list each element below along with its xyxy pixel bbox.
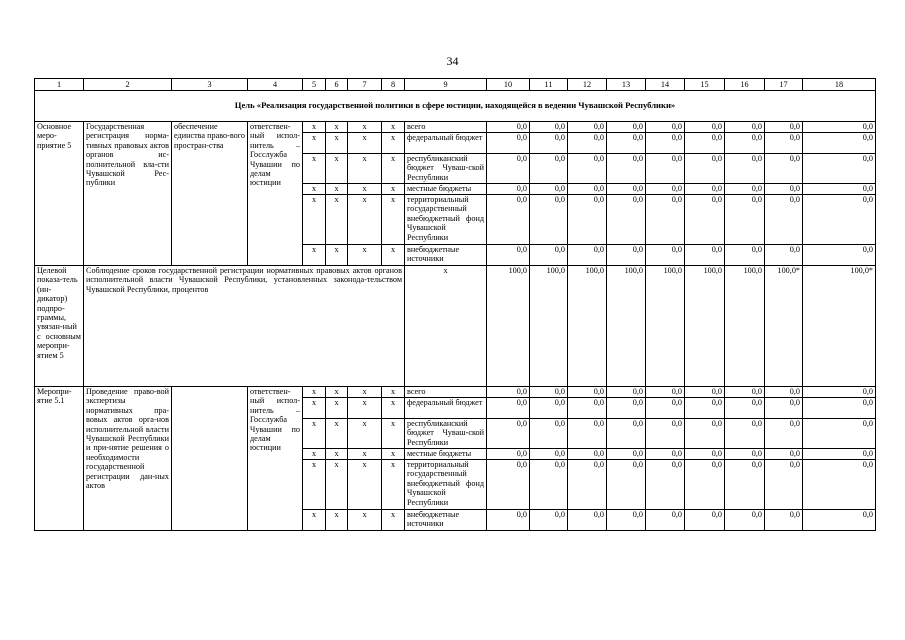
funding-value: 0,0	[803, 133, 876, 154]
funding-value: 0,0	[803, 510, 876, 531]
goal-row	[35, 91, 876, 122]
funding-value: 0,0	[765, 510, 803, 531]
budget-code-cell: x	[326, 398, 348, 419]
indicator-value: 100,0	[725, 266, 765, 387]
budget-code-cell: x	[382, 419, 405, 449]
indicator-value: 100,0	[487, 266, 530, 387]
budget-code-cell: x	[303, 122, 326, 133]
funding-value: 0,0	[803, 154, 876, 184]
budget-code-cell: x	[348, 449, 382, 460]
funding-source: всего	[405, 122, 487, 133]
funding-value: 0,0	[725, 133, 765, 154]
funding-value: 0,0	[646, 460, 685, 510]
funding-value: 0,0	[803, 184, 876, 195]
column-number: 3	[172, 79, 248, 91]
budget-code-cell: x	[382, 460, 405, 510]
funding-value: 0,0	[487, 154, 530, 184]
event-executor: ответствен-ный испол-нитель – Госслужба Чувашии по делам юстиции	[248, 122, 303, 266]
funding-value: 0,0	[646, 154, 685, 184]
funding-source: территориальный государственный внебюджетный фонд Чувашской Республики	[405, 195, 487, 245]
funding-value: 0,0	[487, 133, 530, 154]
page-number: 34	[446, 54, 459, 68]
budget-code-cell: x	[326, 195, 348, 245]
budget-code-cell: x	[382, 398, 405, 419]
budget-code-cell: x	[326, 154, 348, 184]
funding-value: 0,0	[530, 510, 568, 531]
funding-value: 0,0	[487, 449, 530, 460]
funding-value: 0,0	[530, 398, 568, 419]
funding-value: 0,0	[765, 245, 803, 266]
funding-value: 0,0	[568, 154, 607, 184]
budget-code-cell: x	[382, 122, 405, 133]
funding-value: 0,0	[568, 133, 607, 154]
funding-value: 0,0	[685, 510, 725, 531]
budget-code-cell: x	[382, 154, 405, 184]
funding-value: 0,0	[646, 184, 685, 195]
funding-source: местные бюджеты	[405, 449, 487, 460]
funding-value: 0,0	[685, 387, 725, 398]
indicator-source: x	[405, 266, 487, 387]
funding-value: 0,0	[646, 419, 685, 449]
funding-value: 0,0	[685, 419, 725, 449]
funding-value: 0,0	[530, 154, 568, 184]
funding-value: 0,0	[803, 122, 876, 133]
funding-value: 0,0	[803, 460, 876, 510]
funding-value: 0,0	[530, 184, 568, 195]
funding-value: 0,0	[487, 195, 530, 245]
funding-value: 0,0	[530, 245, 568, 266]
funding-row	[35, 387, 876, 398]
budget-code-cell: x	[382, 387, 405, 398]
column-number: 12	[568, 79, 607, 91]
funding-value: 0,0	[646, 195, 685, 245]
funding-value: 0,0	[568, 195, 607, 245]
funding-value: 0,0	[803, 387, 876, 398]
funding-value: 0,0	[607, 419, 646, 449]
funding-source: местные бюджеты	[405, 184, 487, 195]
funding-source: территориальный государственный внебюджетный фонд Чувашской Республики	[405, 460, 487, 510]
funding-value: 0,0	[607, 245, 646, 266]
budget-code-cell: x	[303, 184, 326, 195]
event-status: Основное меро-приятие 5	[35, 122, 84, 266]
budget-code-cell: x	[382, 510, 405, 531]
program-budget-table	[34, 78, 876, 531]
funding-value: 0,0	[530, 387, 568, 398]
funding-value: 0,0	[685, 460, 725, 510]
budget-code-cell: x	[326, 245, 348, 266]
indicator-value: 100,0	[568, 266, 607, 387]
funding-source: федеральный бюджет	[405, 398, 487, 419]
funding-value: 0,0	[646, 449, 685, 460]
funding-source: республиканский бюджет Чуваш-ской Республики	[405, 419, 487, 449]
funding-value: 0,0	[530, 122, 568, 133]
funding-value: 0,0	[803, 245, 876, 266]
main-event-section	[35, 122, 876, 266]
column-number: 7	[348, 79, 382, 91]
funding-value: 0,0	[685, 245, 725, 266]
funding-value: 0,0	[765, 398, 803, 419]
funding-value: 0,0	[487, 122, 530, 133]
budget-code-cell: x	[303, 245, 326, 266]
funding-row	[35, 122, 876, 133]
budget-code-cell: x	[348, 122, 382, 133]
funding-value: 0,0	[607, 122, 646, 133]
funding-value: 0,0	[685, 449, 725, 460]
budget-code-cell: x	[303, 510, 326, 531]
budget-code-cell: x	[382, 184, 405, 195]
funding-source: внебюджетные источники	[405, 245, 487, 266]
funding-value: 0,0	[725, 195, 765, 245]
funding-value: 0,0	[607, 398, 646, 419]
budget-code-cell: x	[348, 398, 382, 419]
funding-value: 0,0	[646, 245, 685, 266]
funding-value: 0,0	[568, 184, 607, 195]
funding-value: 0,0	[646, 387, 685, 398]
budget-code-cell: x	[348, 184, 382, 195]
budget-code-cell: x	[326, 460, 348, 510]
funding-value: 0,0	[530, 419, 568, 449]
indicator-value: 100,0*	[765, 266, 803, 387]
budget-code-cell: x	[326, 419, 348, 449]
column-numbers-row	[35, 79, 876, 91]
budget-code-cell: x	[326, 387, 348, 398]
funding-value: 0,0	[487, 460, 530, 510]
funding-value: 0,0	[530, 460, 568, 510]
funding-value: 0,0	[685, 133, 725, 154]
budget-code-cell: x	[382, 245, 405, 266]
column-number: 1	[35, 79, 84, 91]
funding-value: 0,0	[487, 184, 530, 195]
column-number: 18	[803, 79, 876, 91]
funding-value: 0,0	[765, 449, 803, 460]
funding-value: 0,0	[765, 133, 803, 154]
funding-value: 0,0	[568, 245, 607, 266]
budget-code-cell: x	[348, 419, 382, 449]
column-number: 17	[765, 79, 803, 91]
funding-value: 0,0	[607, 195, 646, 245]
column-number: 13	[607, 79, 646, 91]
funding-value: 0,0	[725, 184, 765, 195]
budget-code-cell: x	[348, 154, 382, 184]
budget-code-cell: x	[326, 184, 348, 195]
funding-value: 0,0	[685, 154, 725, 184]
funding-value: 0,0	[725, 398, 765, 419]
funding-value: 0,0	[765, 419, 803, 449]
funding-value: 0,0	[487, 419, 530, 449]
sub-event-section	[35, 387, 876, 531]
column-number: 11	[530, 79, 568, 91]
funding-value: 0,0	[725, 154, 765, 184]
indicator-value: 100,0*	[803, 266, 876, 387]
budget-code-cell: x	[326, 122, 348, 133]
budget-code-cell: x	[303, 449, 326, 460]
column-number: 14	[646, 79, 685, 91]
funding-value: 0,0	[725, 419, 765, 449]
funding-value: 0,0	[607, 184, 646, 195]
indicator-value: 100,0	[646, 266, 685, 387]
funding-value: 0,0	[568, 419, 607, 449]
column-number: 9	[405, 79, 487, 91]
funding-value: 0,0	[685, 398, 725, 419]
funding-value: 0,0	[568, 460, 607, 510]
funding-value: 0,0	[568, 449, 607, 460]
event-name: Проведение право-вой экспертизы нормативных пра-вовых актов орга-нов исполнительной власти Чувашской Республики и при-нятие решения о необходимости государственной регистрации дан-ных актов	[84, 387, 172, 531]
budget-code-cell: x	[348, 195, 382, 245]
column-number: 6	[326, 79, 348, 91]
funding-value: 0,0	[607, 133, 646, 154]
budget-code-cell: x	[382, 449, 405, 460]
budget-code-cell: x	[348, 510, 382, 531]
budget-code-cell: x	[348, 133, 382, 154]
budget-code-cell: x	[348, 245, 382, 266]
funding-value: 0,0	[685, 195, 725, 245]
funding-value: 0,0	[803, 449, 876, 460]
funding-value: 0,0	[487, 387, 530, 398]
budget-code-cell: x	[326, 133, 348, 154]
budget-code-cell: x	[382, 133, 405, 154]
funding-source: федеральный бюджет	[405, 133, 487, 154]
funding-value: 0,0	[725, 245, 765, 266]
budget-code-cell: x	[303, 133, 326, 154]
funding-value: 0,0	[607, 510, 646, 531]
funding-value: 0,0	[568, 398, 607, 419]
funding-value: 0,0	[765, 154, 803, 184]
funding-source: всего	[405, 387, 487, 398]
funding-value: 0,0	[725, 387, 765, 398]
budget-code-cell: x	[326, 449, 348, 460]
funding-value: 0,0	[487, 398, 530, 419]
event-executor: ответствен-ный испол-нитель – Госслужба Чувашии по делам юстиции	[248, 387, 303, 531]
indicator-label: Целевой показа-тель (ин-дикатор) подпро-граммы, увязан-ный с основным меропри-ятием 5	[35, 266, 84, 387]
funding-value: 0,0	[725, 460, 765, 510]
funding-value: 0,0	[487, 510, 530, 531]
funding-value: 0,0	[725, 449, 765, 460]
indicator-value: 100,0	[685, 266, 725, 387]
budget-code-cell: x	[326, 510, 348, 531]
funding-value: 0,0	[607, 154, 646, 184]
funding-value: 0,0	[607, 387, 646, 398]
funding-value: 0,0	[803, 195, 876, 245]
indicator-value: 100,0	[530, 266, 568, 387]
budget-code-cell: x	[348, 460, 382, 510]
funding-value: 0,0	[765, 387, 803, 398]
funding-value: 0,0	[765, 460, 803, 510]
funding-source: республиканский бюджет Чуваш-ской Республики	[405, 154, 487, 184]
budget-code-cell: x	[303, 195, 326, 245]
budget-code-cell: x	[348, 387, 382, 398]
event-goal-link	[172, 387, 248, 531]
budget-code-cell: x	[303, 387, 326, 398]
column-number: 8	[382, 79, 405, 91]
funding-value: 0,0	[607, 460, 646, 510]
funding-value: 0,0	[646, 133, 685, 154]
funding-value: 0,0	[803, 419, 876, 449]
funding-value: 0,0	[487, 245, 530, 266]
funding-value: 0,0	[725, 510, 765, 531]
funding-value: 0,0	[765, 195, 803, 245]
budget-code-cell: x	[303, 154, 326, 184]
budget-code-cell: x	[303, 398, 326, 419]
funding-value: 0,0	[803, 398, 876, 419]
funding-value: 0,0	[765, 122, 803, 133]
funding-value: 0,0	[607, 449, 646, 460]
funding-value: 0,0	[685, 184, 725, 195]
column-number: 16	[725, 79, 765, 91]
funding-value: 0,0	[530, 449, 568, 460]
budget-code-cell: x	[382, 195, 405, 245]
funding-value: 0,0	[725, 122, 765, 133]
goal-title: Цель «Реализация государственной политики в сфере юстиции, находящейся в ведении Чувашской Республики»	[35, 91, 876, 122]
column-number: 5	[303, 79, 326, 91]
budget-code-cell: x	[303, 419, 326, 449]
funding-value: 0,0	[568, 387, 607, 398]
funding-value: 0,0	[765, 184, 803, 195]
funding-value: 0,0	[646, 122, 685, 133]
funding-value: 0,0	[568, 122, 607, 133]
indicator-value: 100,0	[607, 266, 646, 387]
funding-value: 0,0	[568, 510, 607, 531]
funding-value: 0,0	[530, 133, 568, 154]
column-number: 2	[84, 79, 172, 91]
funding-value: 0,0	[685, 122, 725, 133]
funding-value: 0,0	[646, 398, 685, 419]
indicator-text: Соблюдение сроков государственной регистрации нормативных правовых актов органов исполнительной власти Чувашской Республики, установленных законода-тельством Чувашской Республики, процентов	[84, 266, 405, 387]
budget-code-cell: x	[303, 460, 326, 510]
funding-value: 0,0	[646, 510, 685, 531]
indicator-row	[35, 266, 876, 387]
funding-value: 0,0	[530, 195, 568, 245]
column-number: 15	[685, 79, 725, 91]
event-status: Меропри-ятие 5.1	[35, 387, 84, 531]
column-number: 10	[487, 79, 530, 91]
funding-source: внебюджетные источники	[405, 510, 487, 531]
event-name: Государственная регистрация норма-тивных правовых актов органов ис-полнительной вла-сти Чувашской Рес-публики	[84, 122, 172, 266]
event-goal-link: обеспечение единства право-вого простран-ства	[172, 122, 248, 266]
column-number: 4	[248, 79, 303, 91]
